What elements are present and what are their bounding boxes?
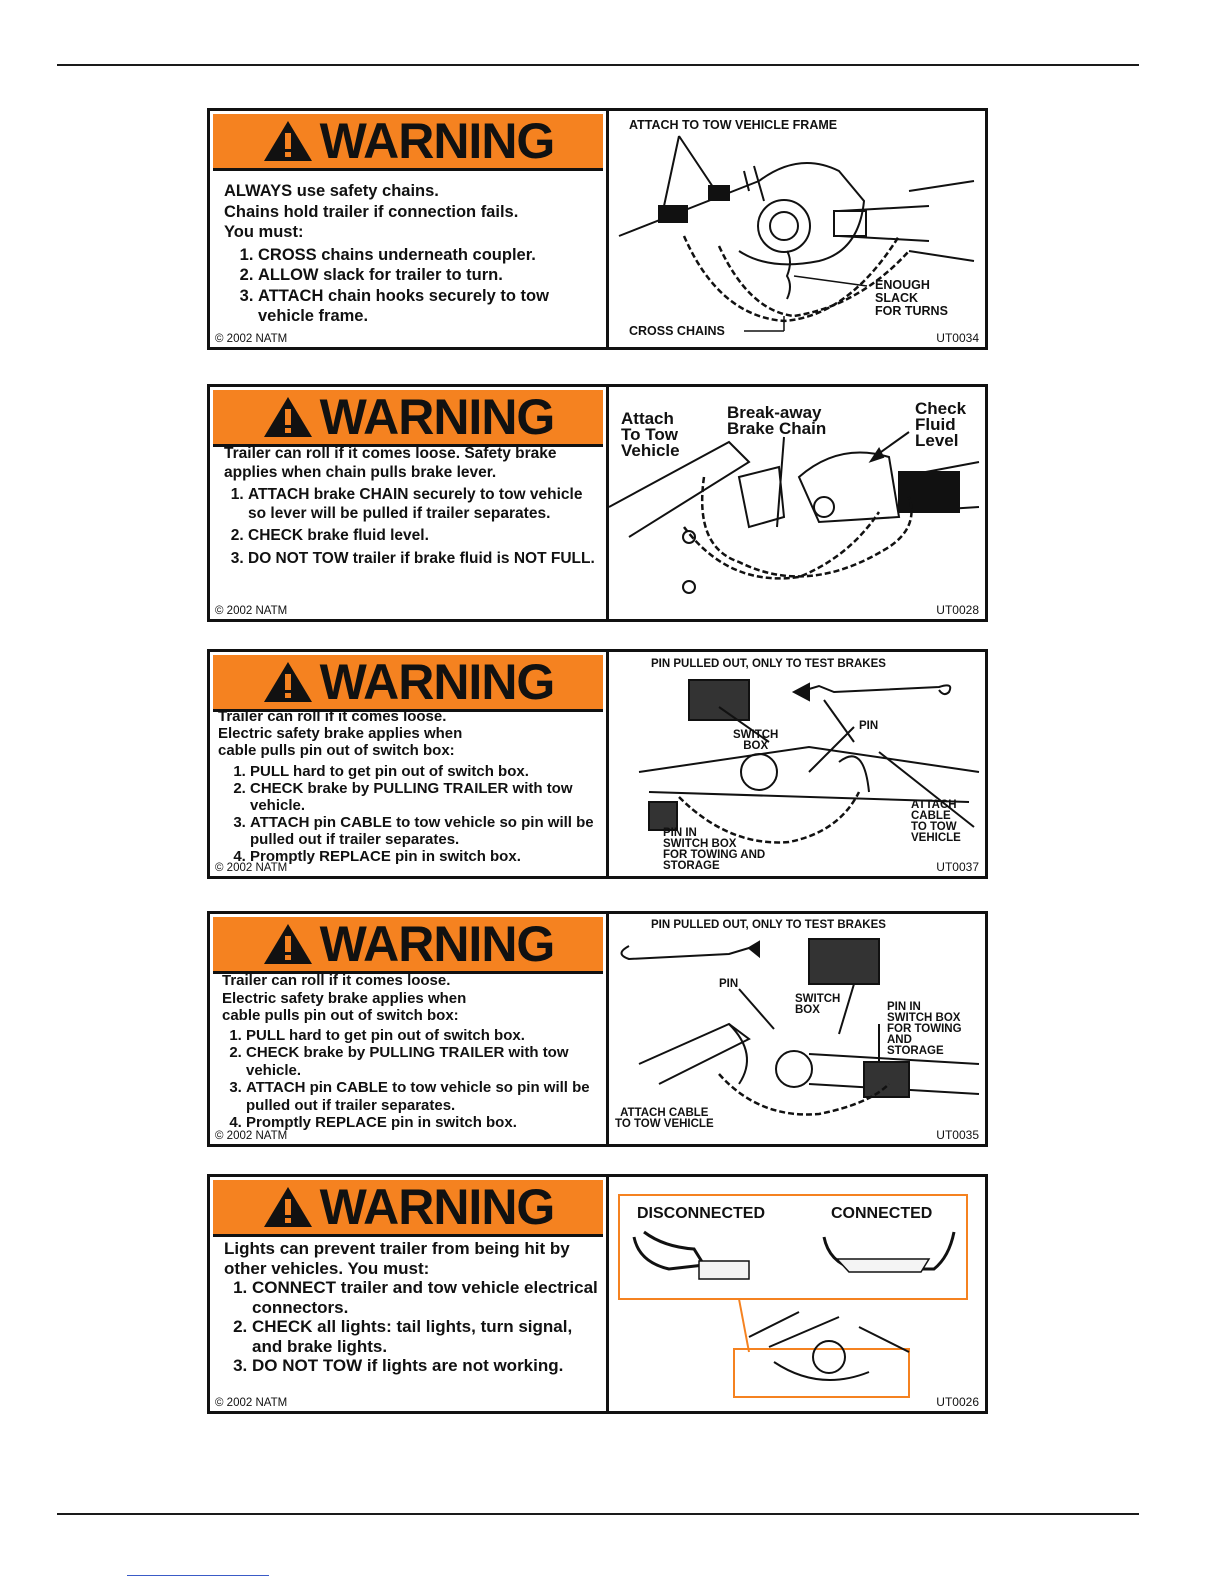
label-text-panel	[210, 387, 609, 619]
warning-title: WARNING	[319, 654, 555, 710]
warning-header	[213, 390, 603, 447]
caption-attach: ATTACH TO TOW VEHICLE FRAME	[629, 118, 838, 132]
label-text-panel	[210, 652, 609, 876]
warning-header	[213, 917, 603, 974]
warning-step: 2. CHECK brake by PULLING TRAILER with tow vehicle.	[250, 780, 598, 814]
label-text-panel	[210, 914, 609, 1144]
label-illustration	[609, 111, 985, 347]
warning-title: WARNING	[319, 1179, 555, 1235]
footer-rule	[57, 1513, 1139, 1515]
warning-title: WARNING	[319, 113, 555, 169]
copyright: © 2002 NATM	[215, 605, 288, 617]
warning-step: 3. DO NOT TOW if lights are not working.	[252, 1356, 598, 1376]
warning-triangle-icon	[262, 922, 314, 966]
warning-step: 2. CHECK brake by PULLING TRAILER with tow vehicle.	[246, 1044, 598, 1079]
warning-step: 1. PULL hard to get pin out of switch box.	[250, 763, 598, 780]
warning-triangle-icon	[262, 119, 314, 163]
warning-header	[213, 655, 603, 712]
caption-switch-box: SWITCH BOX	[733, 729, 779, 752]
label-illustration	[609, 914, 985, 1144]
label-text-panel	[210, 111, 609, 347]
warning-step: 3. ATTACH chain hooks securely to tow vehicle frame.	[258, 286, 598, 327]
label-code: UT0034	[936, 331, 979, 345]
warning-label-breakaway	[207, 384, 988, 622]
warning-title: WARNING	[319, 916, 555, 972]
warning-body	[218, 708, 598, 865]
warning-step: 3. ATTACH pin CABLE to tow vehicle so pin will be pulled out if trailer separates.	[246, 1079, 598, 1114]
warning-label-electric-brake-b	[207, 911, 988, 1147]
label-code: UT0026	[936, 1395, 979, 1409]
warning-body	[224, 445, 598, 568]
label-illustration	[609, 387, 985, 619]
header-rule	[57, 64, 1139, 66]
warning-triangle-icon	[262, 395, 314, 439]
warning-header	[213, 114, 603, 171]
copyright: © 2002 NATM	[215, 333, 288, 345]
warning-step: 1. ATTACH brake CHAIN securely to tow vehicle so lever will be pulled if trailer separates.	[248, 486, 598, 523]
caption-attach-cable: ATTACH CABLE TO TOW VEHICLE	[911, 799, 961, 844]
caption-pin: PIN	[719, 978, 739, 990]
caption-pin-pulled: PIN PULLED OUT, ONLY TO TEST BRAKES	[651, 919, 886, 931]
caption-pin: PIN	[859, 720, 879, 732]
warning-step: 1. PULL hard to get pin out of switch box.	[246, 1027, 598, 1045]
caption-check-fluid: Check Fluid Level	[915, 399, 967, 450]
caption-pin-in: PIN IN SWITCH BOX FOR TOWING AND STORAGE	[663, 827, 766, 872]
caption-cross: CROSS CHAINS	[629, 324, 725, 338]
label-code: UT0037	[936, 860, 979, 874]
label-text-panel	[210, 1177, 609, 1411]
warning-intro: ALWAYS use safety chains. Chains hold trailer if connection fails. You must:	[224, 182, 519, 241]
label-code: UT0028	[936, 603, 979, 617]
warning-intro: Trailer can roll if it comes loose. Safety brake applies when chain pulls brake lever.	[224, 445, 557, 481]
warning-step: 4. Promptly REPLACE pin in switch box.	[250, 848, 598, 865]
warning-step: 1. CROSS chains underneath coupler.	[258, 245, 598, 266]
warning-label-chains	[207, 108, 988, 350]
caption-switch-box: SWITCH BOX	[795, 993, 841, 1016]
caption-attach: Attach To Tow Vehicle	[621, 409, 680, 460]
warning-step: 2. CHECK brake fluid level.	[248, 527, 598, 546]
warning-intro: Trailer can roll if it comes loose. Electric safety brake applies when cable pulls pin out of switch box:	[218, 708, 463, 759]
warning-label-lights	[207, 1174, 988, 1414]
warning-step: 2. CHECK all lights: tail lights, turn signal, and brake lights.	[252, 1317, 598, 1356]
warning-header	[213, 1180, 603, 1237]
label-illustration	[609, 652, 985, 876]
warning-triangle-icon	[262, 1185, 314, 1229]
copyright: © 2002 NATM	[215, 1397, 288, 1409]
warning-title: WARNING	[319, 389, 555, 445]
warning-triangle-icon	[262, 660, 314, 704]
warning-step: 3. DO NOT TOW trailer if brake fluid is NOT FULL.	[248, 550, 598, 569]
warning-step: 2. ALLOW slack for trailer to turn.	[258, 265, 598, 286]
caption-breakaway: Break-away Brake Chain	[727, 403, 827, 438]
label-code: UT0035	[936, 1128, 979, 1142]
warning-step: 1. CONNECT trailer and tow vehicle electrical connectors.	[252, 1278, 598, 1317]
footer-link-underline[interactable]	[127, 1575, 269, 1576]
warning-body	[222, 972, 598, 1132]
warning-label-electric-brake-a	[207, 649, 988, 879]
copyright: © 2002 NATM	[215, 1130, 288, 1142]
caption-connected: CONNECTED	[831, 1205, 933, 1222]
caption-attach-cable: ATTACH CABLE TO TOW VEHICLE	[615, 1107, 714, 1130]
warning-intro: Trailer can roll if it comes loose. Electric safety brake applies when cable pulls pin out of switch box:	[222, 972, 467, 1024]
warning-body	[224, 1239, 598, 1376]
caption-pin-pulled: PIN PULLED OUT, ONLY TO TEST BRAKES	[651, 658, 886, 670]
warning-step: 4. Promptly REPLACE pin in switch box.	[246, 1114, 598, 1132]
caption-disconnected: DISCONNECTED	[637, 1205, 766, 1222]
warning-body	[224, 181, 598, 327]
label-illustration	[609, 1177, 985, 1411]
warning-intro: Lights can prevent trailer from being hit by other vehicles. You must:	[224, 1239, 570, 1278]
copyright: © 2002 NATM	[215, 862, 288, 874]
caption-slack: ENOUGH SLACK FOR TURNS	[875, 278, 948, 318]
warning-step: 3. ATTACH pin CABLE to tow vehicle so pin will be pulled out if trailer separates.	[250, 814, 598, 848]
caption-pin-in: PIN IN SWITCH BOX FOR TOWING AND STORAGE	[887, 1001, 962, 1057]
